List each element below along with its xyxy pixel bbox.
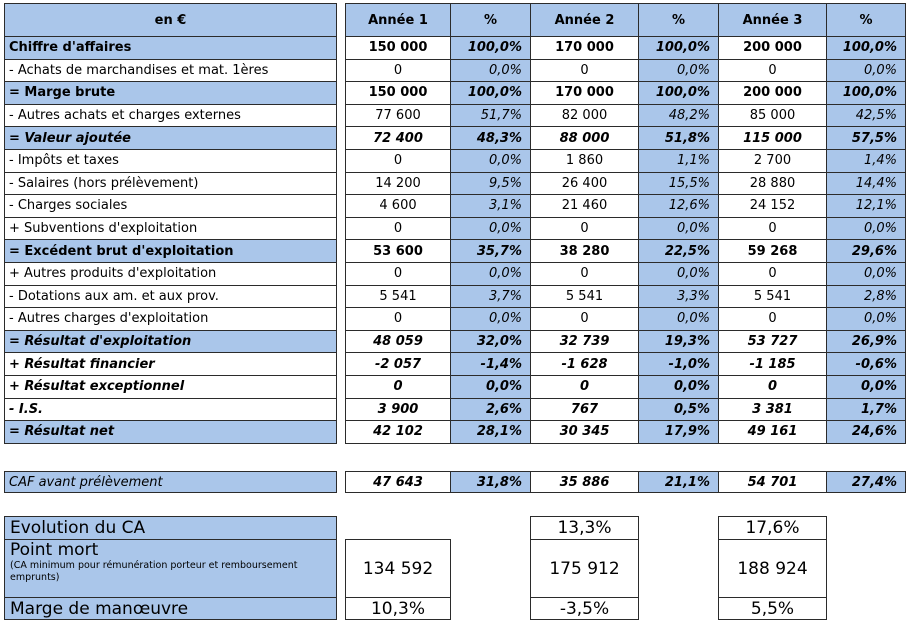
caf-label xyxy=(5,472,337,493)
header-pct3: % xyxy=(827,4,906,37)
indicators-table xyxy=(4,516,906,620)
row-label: - Salaires (hors prélèvement) xyxy=(5,172,337,195)
year1-value: 72 400 xyxy=(346,127,451,150)
year1-percent: 3,7% xyxy=(451,285,531,308)
year3-percent: 0,0% xyxy=(827,59,906,82)
header-year1: Année 1 xyxy=(346,4,451,37)
year1-percent: 100,0% xyxy=(451,82,531,105)
year1-value: -2 057 xyxy=(346,353,451,376)
year3-percent: 57,5% xyxy=(827,127,906,150)
evolution-label: Evolution du CA xyxy=(5,517,337,540)
row-label: = Résultat d'exploitation xyxy=(5,330,337,353)
caf-p3: 27,4% xyxy=(827,472,906,493)
year1-percent: 51,7% xyxy=(451,104,531,127)
year2-percent: 0,0% xyxy=(639,375,719,398)
year1-value: 0 xyxy=(346,149,451,172)
year3-value: 200 000 xyxy=(719,37,827,60)
year2-percent: -1,0% xyxy=(639,353,719,376)
year1-value: 0 xyxy=(346,375,451,398)
year3-percent: 42,5% xyxy=(827,104,906,127)
year1-value: 77 600 xyxy=(346,104,451,127)
year2-percent: 1,1% xyxy=(639,149,719,172)
year3-value: 0 xyxy=(719,308,827,331)
year1-value: 3 900 xyxy=(346,398,451,421)
year3-percent: 0,0% xyxy=(827,308,906,331)
evolution-row xyxy=(5,517,906,540)
income-statement-table xyxy=(4,3,906,444)
marge-label: Marge de manœuvre xyxy=(5,598,337,620)
year3-percent: -0,6% xyxy=(827,353,906,376)
header-row xyxy=(5,4,906,37)
year1-percent: 0,0% xyxy=(451,217,531,240)
year3-percent: 29,6% xyxy=(827,240,906,263)
year1-percent: -1,4% xyxy=(451,353,531,376)
year1-value: 150 000 xyxy=(346,37,451,60)
year1-value: 0 xyxy=(346,59,451,82)
caf-y2: 35 886 xyxy=(531,472,639,493)
caf-label-rest: avant prélèvement xyxy=(34,474,163,490)
year3-value: 53 727 xyxy=(719,330,827,353)
year3-value: 0 xyxy=(719,375,827,398)
marge-y3: 5,5% xyxy=(719,598,827,620)
year2-value: 32 739 xyxy=(531,330,639,353)
year3-value: 85 000 xyxy=(719,104,827,127)
year3-percent: 1,4% xyxy=(827,149,906,172)
table-row xyxy=(5,37,906,60)
year3-percent: 2,8% xyxy=(827,285,906,308)
year3-value: 0 xyxy=(719,59,827,82)
year2-value: 88 000 xyxy=(531,127,639,150)
year2-value: 38 280 xyxy=(531,240,639,263)
year2-percent: 0,5% xyxy=(639,398,719,421)
year2-percent: 100,0% xyxy=(639,37,719,60)
caf-y3: 54 701 xyxy=(719,472,827,493)
year2-value: 170 000 xyxy=(531,82,639,105)
table-row xyxy=(5,127,906,150)
caf-table xyxy=(4,471,906,493)
year1-percent: 0,0% xyxy=(451,308,531,331)
year3-percent: 0,0% xyxy=(827,262,906,285)
table-row xyxy=(5,308,906,331)
year3-percent: 14,4% xyxy=(827,172,906,195)
row-label: = Valeur ajoutée xyxy=(5,127,337,150)
year3-value: 200 000 xyxy=(719,82,827,105)
row-label: - Autres charges d'exploitation xyxy=(5,308,337,331)
year2-value: 0 xyxy=(531,375,639,398)
marge-row xyxy=(5,598,906,620)
year2-percent: 22,5% xyxy=(639,240,719,263)
year2-value: 767 xyxy=(531,398,639,421)
row-label: - I.S. xyxy=(5,398,337,421)
table-row xyxy=(5,330,906,353)
year2-value: 0 xyxy=(531,59,639,82)
row-label: - Impôts et taxes xyxy=(5,149,337,172)
year1-percent: 35,7% xyxy=(451,240,531,263)
year3-value: 49 161 xyxy=(719,421,827,444)
row-label: - Achats de marchandises et mat. 1ères xyxy=(5,59,337,82)
year3-percent: 0,0% xyxy=(827,375,906,398)
year1-percent: 9,5% xyxy=(451,172,531,195)
caf-p2: 21,1% xyxy=(639,472,719,493)
year3-value: -1 185 xyxy=(719,353,827,376)
row-label: + Autres produits d'exploitation xyxy=(5,262,337,285)
year1-value: 5 541 xyxy=(346,285,451,308)
header-pct2: % xyxy=(639,4,719,37)
year2-percent: 17,9% xyxy=(639,421,719,444)
marge-y2: -3,5% xyxy=(531,598,639,620)
row-label: + Résultat financier xyxy=(5,353,337,376)
year2-percent: 0,0% xyxy=(639,59,719,82)
year3-value: 24 152 xyxy=(719,195,827,218)
point-mort-row xyxy=(5,540,906,598)
header-pct1: % xyxy=(451,4,531,37)
year2-value: 0 xyxy=(531,262,639,285)
year3-value: 5 541 xyxy=(719,285,827,308)
point-mort-y2: 175 912 xyxy=(531,540,639,598)
year3-percent: 24,6% xyxy=(827,421,906,444)
year3-value: 59 268 xyxy=(719,240,827,263)
year2-percent: 51,8% xyxy=(639,127,719,150)
row-label: = Excédent brut d'exploitation xyxy=(5,240,337,263)
point-mort-note: (CA minimum pour rémunération porteur et remboursement emprunts) xyxy=(10,560,298,583)
year3-value: 28 880 xyxy=(719,172,827,195)
table-row xyxy=(5,375,906,398)
year2-value: 1 860 xyxy=(531,149,639,172)
year3-percent: 0,0% xyxy=(827,217,906,240)
year2-percent: 0,0% xyxy=(639,217,719,240)
year1-percent: 48,3% xyxy=(451,127,531,150)
marge-y1: 10,3% xyxy=(346,598,451,620)
year1-percent: 32,0% xyxy=(451,330,531,353)
row-label: = Résultat net xyxy=(5,421,337,444)
year2-percent: 0,0% xyxy=(639,262,719,285)
year1-value: 14 200 xyxy=(346,172,451,195)
row-label: - Charges sociales xyxy=(5,195,337,218)
year2-value: 5 541 xyxy=(531,285,639,308)
table-row xyxy=(5,59,906,82)
year2-percent: 48,2% xyxy=(639,104,719,127)
header-year3: Année 3 xyxy=(719,4,827,37)
year1-value: 42 102 xyxy=(346,421,451,444)
caf-y1: 47 643 xyxy=(346,472,451,493)
table-row xyxy=(5,421,906,444)
caf-p1: 31,8% xyxy=(451,472,531,493)
caf-row xyxy=(5,472,906,493)
row-label: = Marge brute xyxy=(5,82,337,105)
year2-percent: 15,5% xyxy=(639,172,719,195)
year3-value: 115 000 xyxy=(719,127,827,150)
year1-percent: 100,0% xyxy=(451,37,531,60)
year1-percent: 0,0% xyxy=(451,262,531,285)
year1-percent: 0,0% xyxy=(451,149,531,172)
evolution-y3: 17,6% xyxy=(719,517,827,540)
year3-percent: 100,0% xyxy=(827,82,906,105)
year3-value: 2 700 xyxy=(719,149,827,172)
year2-percent: 100,0% xyxy=(639,82,719,105)
year3-percent: 1,7% xyxy=(827,398,906,421)
year1-percent: 2,6% xyxy=(451,398,531,421)
table-row xyxy=(5,82,906,105)
table-row xyxy=(5,104,906,127)
year3-value: 0 xyxy=(719,262,827,285)
year1-percent: 0,0% xyxy=(451,59,531,82)
row-label: - Autres achats et charges externes xyxy=(5,104,337,127)
year3-value: 3 381 xyxy=(719,398,827,421)
point-mort-label: Point mort xyxy=(10,540,99,560)
table-row xyxy=(5,149,906,172)
year1-value: 48 059 xyxy=(346,330,451,353)
year2-percent: 12,6% xyxy=(639,195,719,218)
table-row xyxy=(5,285,906,308)
year2-value: 82 000 xyxy=(531,104,639,127)
row-label: + Résultat exceptionnel xyxy=(5,375,337,398)
header-year2: Année 2 xyxy=(531,4,639,37)
year2-percent: 3,3% xyxy=(639,285,719,308)
table-row xyxy=(5,195,906,218)
year1-value: 0 xyxy=(346,217,451,240)
year1-percent: 3,1% xyxy=(451,195,531,218)
year2-value: 26 400 xyxy=(531,172,639,195)
year1-value: 0 xyxy=(346,308,451,331)
year2-percent: 0,0% xyxy=(639,308,719,331)
row-label: + Subventions d'exploitation xyxy=(5,217,337,240)
row-label: - Dotations aux am. et aux prov. xyxy=(5,285,337,308)
table-row xyxy=(5,398,906,421)
year3-percent: 100,0% xyxy=(827,37,906,60)
year1-value: 150 000 xyxy=(346,82,451,105)
year3-percent: 26,9% xyxy=(827,330,906,353)
table-row xyxy=(5,172,906,195)
year2-value: 0 xyxy=(531,308,639,331)
row-label: Chiffre d'affaires xyxy=(5,37,337,60)
year3-value: 0 xyxy=(719,217,827,240)
year2-value: 0 xyxy=(531,217,639,240)
year2-value: 170 000 xyxy=(531,37,639,60)
table-row xyxy=(5,353,906,376)
year1-value: 4 600 xyxy=(346,195,451,218)
year2-value: 30 345 xyxy=(531,421,639,444)
year2-value: -1 628 xyxy=(531,353,639,376)
year1-value: 53 600 xyxy=(346,240,451,263)
year3-percent: 12,1% xyxy=(827,195,906,218)
year1-percent: 28,1% xyxy=(451,421,531,444)
caf-label-bold: CAF xyxy=(9,474,35,490)
year2-value: 21 460 xyxy=(531,195,639,218)
table-row xyxy=(5,240,906,263)
evolution-y2: 13,3% xyxy=(531,517,639,540)
table-row xyxy=(5,262,906,285)
year1-percent: 0,0% xyxy=(451,375,531,398)
year1-value: 0 xyxy=(346,262,451,285)
point-mort-label-cell xyxy=(5,540,337,598)
table-row xyxy=(5,217,906,240)
point-mort-y3: 188 924 xyxy=(719,540,827,598)
year2-percent: 19,3% xyxy=(639,330,719,353)
header-unit: en € xyxy=(5,4,337,37)
point-mort-y1: 134 592 xyxy=(346,540,451,598)
